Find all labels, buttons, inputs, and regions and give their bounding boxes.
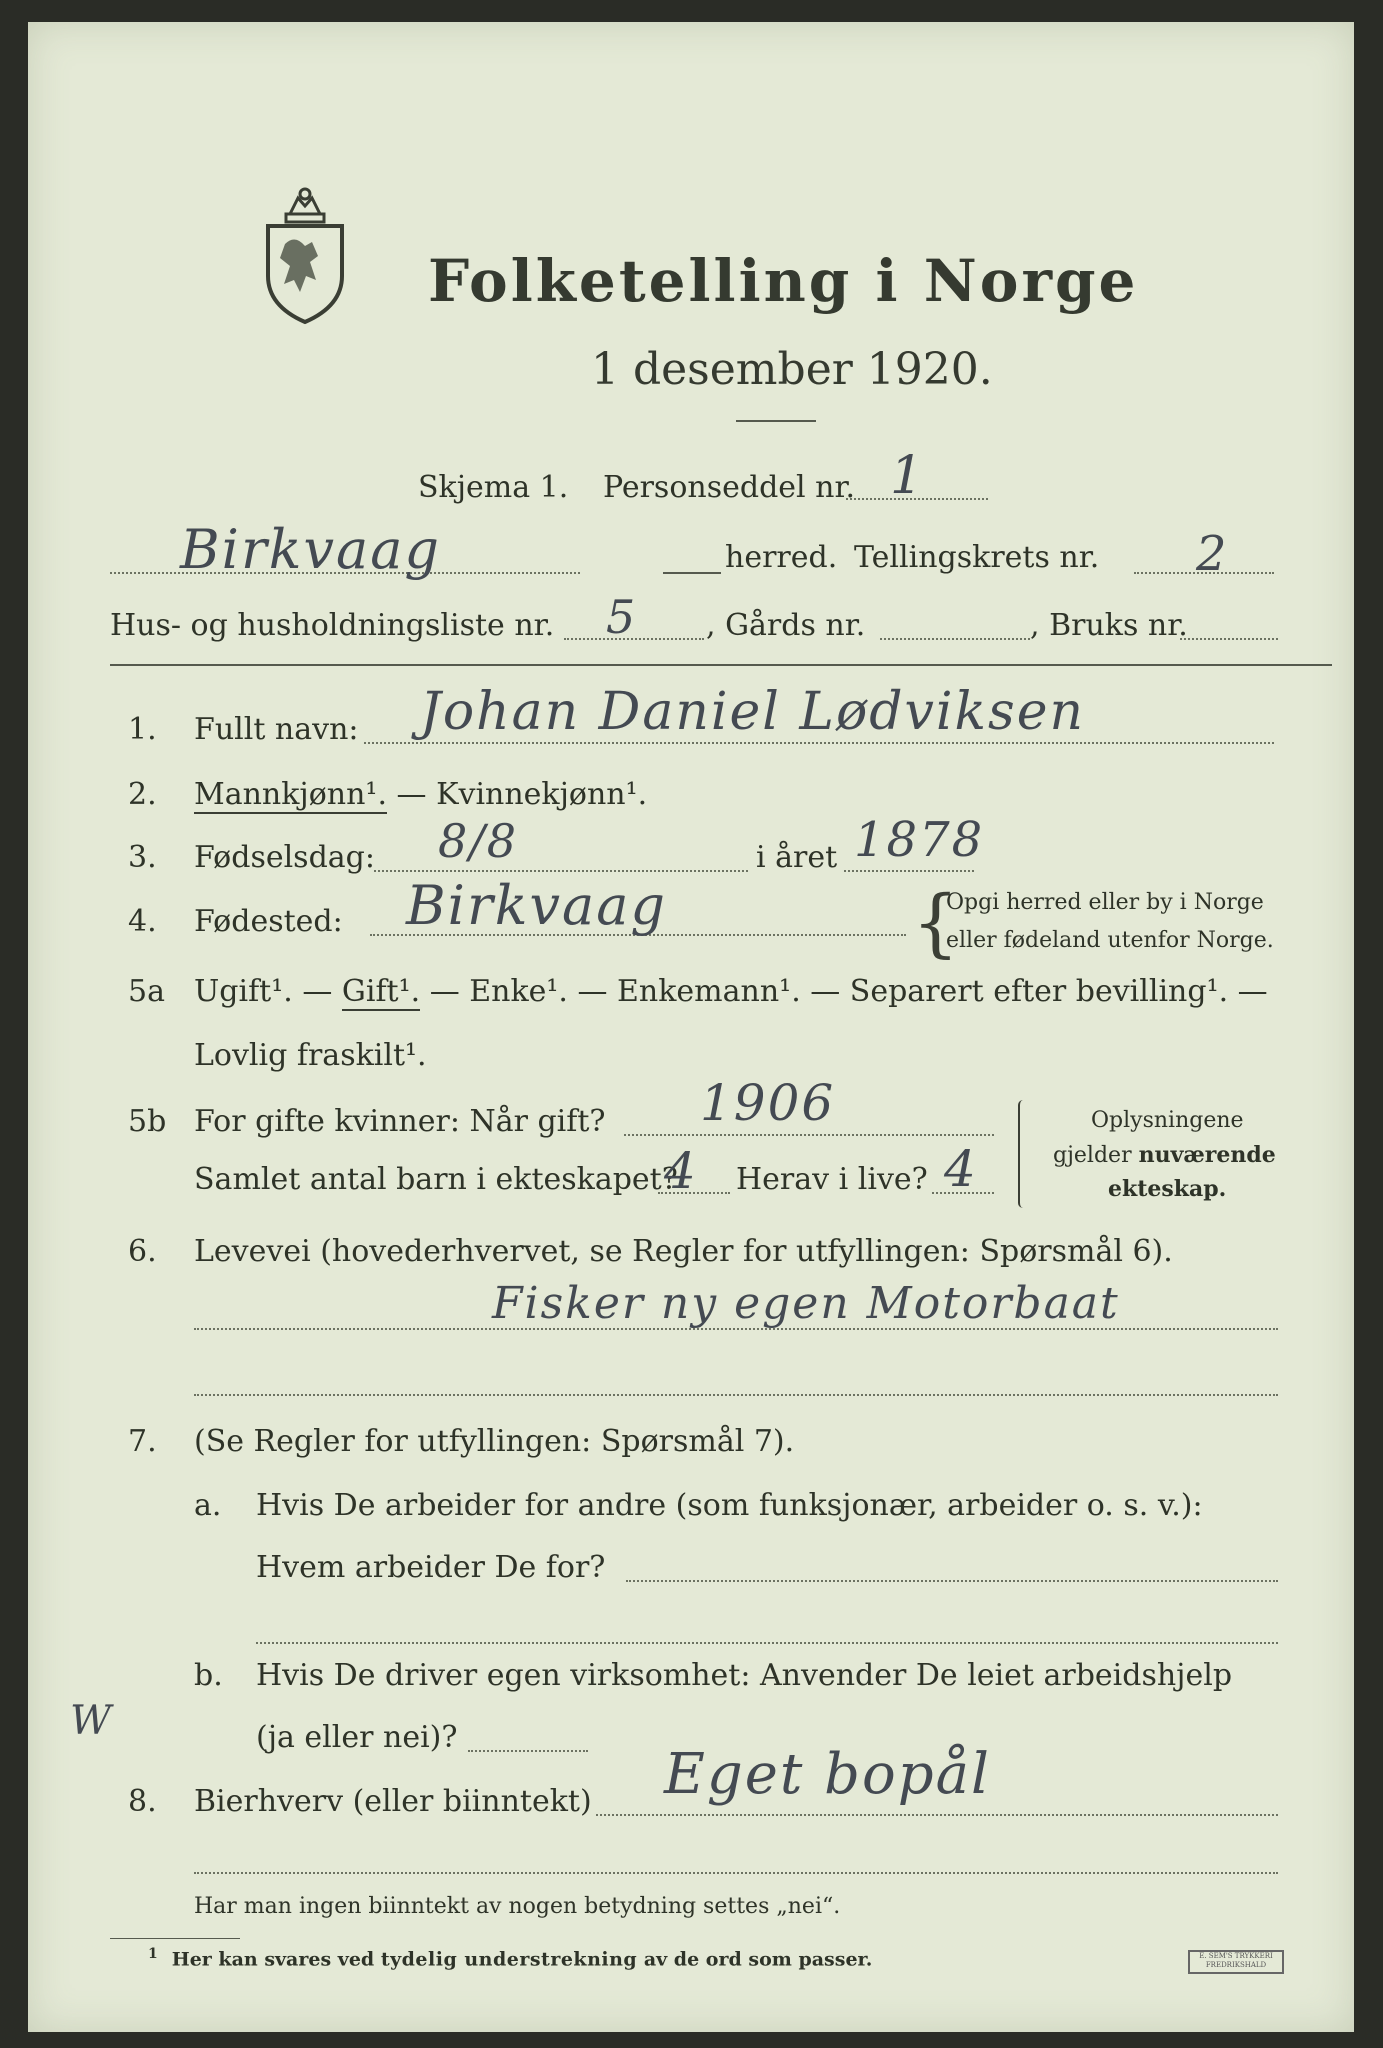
q5b-label1: For gifte kvinner: Når gift? — [194, 1104, 606, 1139]
q3-label: Fødselsdag: — [194, 840, 375, 875]
q1-label: Fullt navn: — [194, 712, 359, 747]
q4-note-line2: eller fødeland utenfor Norge. — [946, 928, 1274, 953]
q5b-value1: 1906 — [700, 1074, 836, 1132]
q5b-value2: 4 — [664, 1142, 698, 1200]
q3-year-label: i året — [756, 840, 838, 875]
q5a-gift: Gift¹. — [341, 974, 421, 1009]
tellingskrets-label: Tellingskrets nr. — [854, 540, 1100, 575]
form-date: 1 desember 1920. — [591, 344, 993, 395]
personseddel-label: Personseddel nr. — [603, 470, 856, 505]
census-form-page: Folketelling i Norge 1 desember 1920. Skjema 1. Personseddel nr. 1 Birkvaag herred. Tellingskrets nr. 2 Hus- og husholdningsliste nr. 5 , Gårds nr. , Bruks nr. 1. Fullt navn: Johan Daniel Lødviksen 2. Mannkjønn¹. — Kvinnekjønn¹. 3. Fødselsdag: 8/8 i året 1878 4. Fødested: Birkvaag { Opgi herred eller by i Norge eller fødeland utenfor Norge. 5a Ugift¹. — Gift¹. — Enke¹. — Enkemann¹. — Separert efter bevilling¹. — Lovlig fraskilt¹. 5b For gifte kvinner: Når gift? 1906 Samlet antal barn i ekteskapet? 4 Herav i live? 4 Oplysningene gjelder nuværende ekteskap. 6. Levevei (hovederhvervet, se Regler for utfyllingen: Spørsmål 6). Fisker ny egen Motorbaat 7. (Se Regler for utfyllingen: Spørsmål 7). a. Hvis De arbeider for andre (som funksjonær, arbeider o. s. v.): Hvem arbeider De for? b. Hvis De driver egen virksomhet: Anvender De leiet arbeidshjelp (ja eller nei)? 8. Bierhverv (eller biinntekt) Eget bopål Har man ingen biinntekt av nogen betydning settes „nei“. $^1$ Her kan svares ved tydelig understrekning av de ord som passer. E. SEM'S TRYKKERI FREDRIKSHALD W — [28, 22, 1354, 2032]
q4-note-brace: { — [912, 880, 960, 966]
q6-value: Fisker ny egen Motorbaat — [492, 1278, 1120, 1329]
q5b-label2: Samlet antal barn i ekteskapet? — [194, 1162, 678, 1197]
q2-male-option: Mannkjønn¹. — [194, 777, 387, 812]
q7a-text: Hvis De arbeider for andre (som funksjonær, arbeider o. s. v.): — [256, 1488, 1203, 1523]
q5b-label3: Herav i live? — [736, 1162, 928, 1197]
q4-number: 4. — [128, 904, 157, 939]
q4-value: Birkvaag — [406, 874, 667, 937]
q5b-note3: ekteskap. — [1108, 1176, 1227, 1202]
footnote-number: 1 — [148, 1946, 158, 1962]
margin-mark: W — [70, 1698, 114, 1744]
nei-note: Har man ingen biinntekt av nogen betydning settes „nei“. — [194, 1894, 841, 1919]
q7a-text2: Hvem arbeider De for? — [256, 1550, 606, 1585]
q5a-options: Ugift¹. — Gift¹. — Enke¹. — Enkemann¹. — Separert efter bevilling¹. — — [194, 974, 1268, 1009]
skjema-label: Skjema 1. — [418, 470, 569, 505]
q5b-number: 5b — [128, 1104, 167, 1139]
husliste-value: 5 — [606, 590, 638, 644]
q6-label: Levevei (hovederhvervet, se Regler for utfyllingen: Spørsmål 6). — [194, 1234, 1173, 1269]
q4-note-line1: Opgi herred eller by i Norge — [946, 890, 1264, 915]
q1-number: 1. — [128, 712, 157, 747]
q5a-ugift: Ugift¹. — [194, 974, 293, 1009]
q7-label: (Se Regler for utfyllingen: Spørsmål 7). — [194, 1424, 795, 1459]
q5b-note1: Oplysningene — [1091, 1108, 1244, 1133]
q7b-number: b. — [194, 1658, 223, 1693]
tellingskrets-value: 2 — [1196, 526, 1229, 582]
q6-number: 6. — [128, 1234, 157, 1269]
q3-value: 8/8 — [438, 814, 519, 868]
bruks-label: , Bruks nr. — [1030, 608, 1188, 643]
q3-number: 3. — [128, 840, 157, 875]
herred-value: Birkvaag — [180, 518, 441, 581]
header-divider — [110, 664, 1332, 666]
husliste-label: Hus- og husholdningsliste nr. — [110, 608, 555, 643]
herred-label: herred. — [725, 540, 838, 575]
q8-value: Eget bopål — [664, 1742, 991, 1807]
q5a-number: 5a — [128, 974, 165, 1009]
q7b-text: Hvis De driver egen virksomhet: Anvender De leiet arbeidshjelp — [256, 1658, 1233, 1693]
q5b-note2: gjelder nuværende — [1053, 1142, 1276, 1168]
coat-of-arms-icon — [260, 184, 350, 326]
q7b-text2: (ja eller nei)? — [256, 1720, 458, 1755]
q8-label: Bierhverv (eller biinntekt) — [194, 1784, 592, 1819]
q4-label: Fødested: — [194, 904, 343, 939]
q3-year-value: 1878 — [854, 812, 985, 868]
footnote-divider — [110, 1938, 240, 1939]
gards-label: , Gårds nr. — [706, 608, 866, 643]
q5b-note-bracket — [1018, 1100, 1028, 1208]
q8-number: 8. — [128, 1784, 157, 1819]
q1-value: Johan Daniel Lødviksen — [420, 682, 1086, 742]
form-title: Folketelling i Norge — [428, 247, 1139, 315]
personseddel-value: 1 — [890, 446, 926, 506]
q2-number: 2. — [128, 777, 157, 812]
q5a-line2: Lovlig fraskilt¹. — [194, 1038, 427, 1073]
q5b-value3: 4 — [944, 1140, 978, 1198]
footnote: $^1$ Her kan svares ved tydelig understrekning av de ord som passer. — [148, 1946, 873, 1971]
title-divider — [736, 420, 816, 422]
q2-female-option: Kvinnekjønn¹. — [436, 777, 648, 812]
printer-stamp: E. SEM'S TRYKKERI FREDRIKSHALD — [1188, 1950, 1284, 1974]
q7a-number: a. — [194, 1488, 222, 1523]
q7-number: 7. — [128, 1424, 157, 1459]
